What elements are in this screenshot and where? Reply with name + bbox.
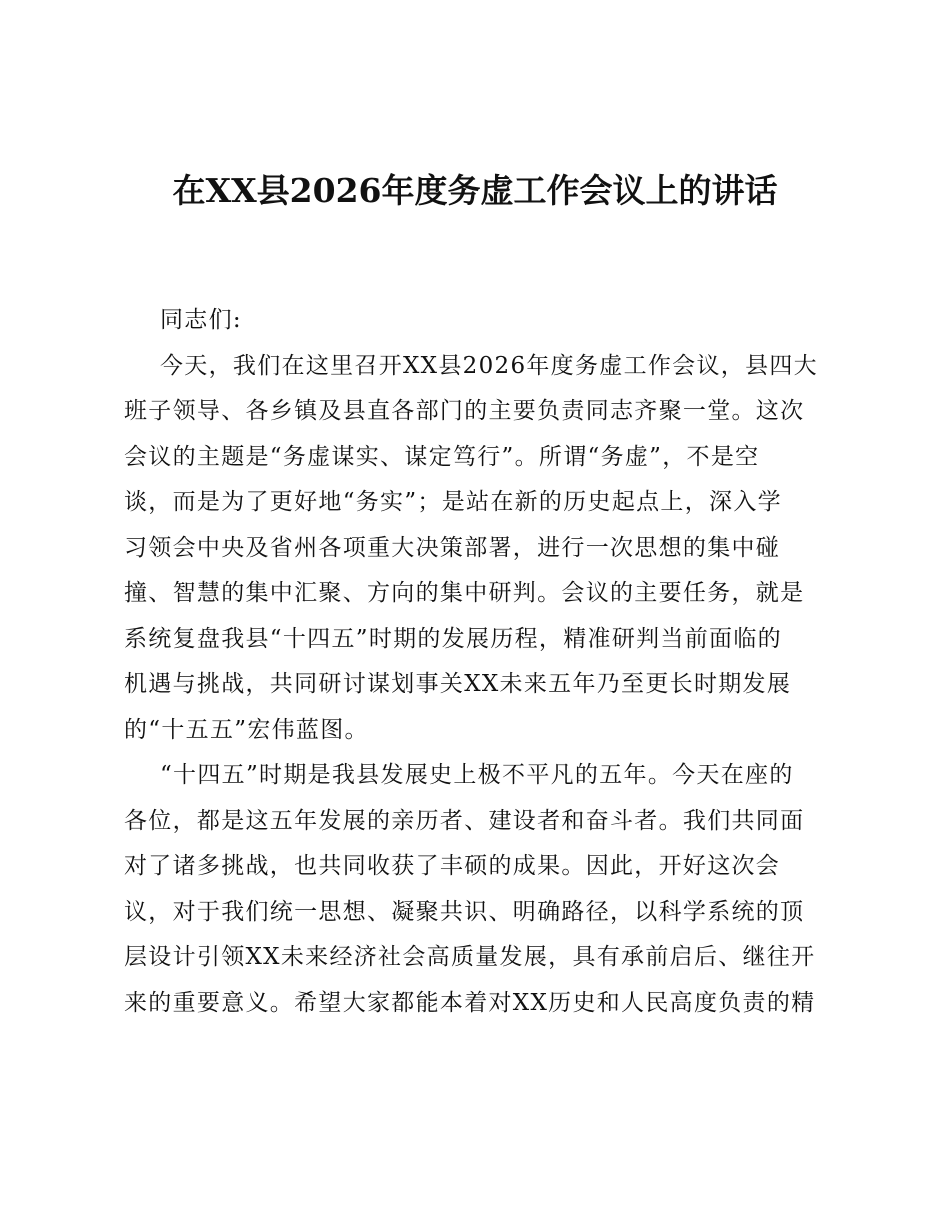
paragraph-line: 的“十五五”宏伟蓝图。 (124, 716, 369, 743)
paragraph-line: 习领会中央及省州各项重大决策部署，进行一次思想的集中碰 (124, 534, 781, 561)
paragraph-line: “十四五”时期是我县发展史上极不平凡的五年。今天在座的 (160, 762, 794, 788)
paragraph-line: 今天，我们在这里召开XX县2026年度务虚工作会议，县四大 (160, 352, 818, 379)
paragraph-line: 对了诸多挑战，也共同收获了丰硕的成果。因此，开好这次会 (124, 853, 781, 879)
paragraph-1 (124, 344, 829, 754)
paragraph-line: 系统复盘我县“十四五”时期的发展历程，精准研判当前面临的 (124, 625, 782, 652)
paragraph-2 (124, 753, 829, 1026)
paragraph-line: 议，对于我们统一思想、凝聚共识、明确路径，以科学系统的顶 (124, 898, 805, 925)
paragraph-line: 来的重要意义。希望大家都能本着对XX历史和人民高度负责的精 (124, 989, 816, 1016)
paragraph-line: 谈，而是为了更好地“务实”；是站在新的历史起点上，深入学 (124, 489, 782, 515)
paragraph-line: 各位，都是这五年发展的亲历者、建设者和奋斗者。我们共同面 (124, 807, 805, 834)
paragraph-line: 撞、智慧的集中汇聚、方向的集中研判。会议的主要任务，就是 (124, 580, 805, 606)
paragraph-line: 层设计引领XX未来经济社会高质量发展，具有承前启后、继往开 (124, 944, 816, 970)
document-body (124, 298, 829, 1026)
document-title: 在XX县2026年度务虚工作会议上的讲话 (172, 171, 778, 210)
paragraph-line: 机遇与挑战，共同研讨谋划事关XX未来五年乃至更长时期发展 (124, 671, 792, 697)
greeting: 同志们: (160, 307, 242, 333)
paragraph-line: 班子领导、各乡镇及县直各部门的主要负责同志齐聚一堂。这次 (124, 398, 805, 424)
paragraph-line: 会议的主题是“务虚谋实、谋定笃行”。所谓“务虚”，不是空 (124, 443, 760, 470)
